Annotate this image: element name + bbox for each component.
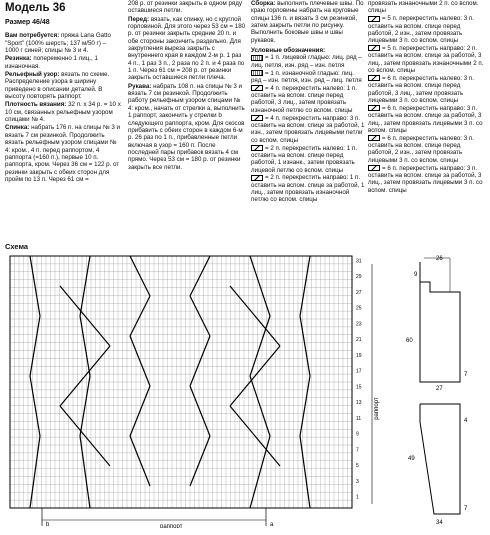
col1-heading: Спинка: [5, 124, 30, 132]
legend-symbol-icon [251, 115, 263, 121]
legend-symbol-icon [251, 55, 263, 61]
row-number: 3 [356, 478, 359, 485]
pattern-shapes [400, 252, 486, 530]
rapport-side-label: раппорт [374, 397, 380, 420]
col1-heading: Плотность вязания: [5, 101, 67, 109]
schema-title: Схема [5, 242, 29, 251]
row-number: 17 [356, 368, 362, 375]
sleeve-number-1: 4 [464, 418, 468, 424]
legend-title: Условные обозначения: [251, 47, 326, 55]
col2-heading: Перед: [128, 15, 150, 23]
row-number: 25 [356, 305, 362, 312]
legend-text: провязать изнаночными 2 п. со вспом. спицы [368, 0, 479, 15]
legend-text: = 6 п. перекрестить налево: 3 п. оставить на вспом. спице перед работой, 2 изн., затем провязать лицевыми 3 п. со вспом. спицы [368, 134, 474, 164]
legend-text: = 2 п. перекрестить налево: 1 п. оставить на вспом. спице перед работой, 1 изнанк., затем провязать лицевой петлю со вспом. спицы [251, 144, 357, 174]
legend-item [251, 54, 365, 69]
col1-paragraph [5, 32, 121, 54]
arrow-b-label: b [46, 522, 50, 528]
knitting-chart [6, 252, 394, 528]
col2-paragraph [128, 16, 246, 82]
col1-paragraph [5, 71, 121, 100]
back-number-4: 7 [464, 372, 468, 378]
legend-item [368, 75, 486, 104]
legend-item [368, 165, 486, 194]
row-number: 7 [356, 447, 359, 454]
col3-text: выполнить плечевые швы. По краю горловины набрать на круговые спицы 136 п. и вязать 3 см резинкой, затем закрыть петли по рисунку. Выполнить боковые швы и швы рукавов. [251, 0, 364, 44]
legend-text: = 6 п. перекрестить направо: 3 п. оставить на вспом. спице за работой, 3 лиц., затем провязать лицевыми 3 п. со вспом. спицы [368, 104, 483, 134]
col2-paragraph [128, 83, 246, 171]
legend-text: = 1 п. изнаночной гладью: лиц. ряд – изн. петля, изн. ряд – лиц. петля [251, 69, 362, 84]
col1-heading: Рельефный узор: [5, 71, 60, 79]
col2-heading: Рукава: [128, 82, 152, 90]
chart-grid [10, 256, 352, 508]
legend-item [368, 135, 486, 164]
back-piece [420, 258, 460, 382]
legend-item [251, 145, 365, 174]
legend-item [251, 70, 365, 85]
sleeve-number-4: 34 [436, 520, 443, 526]
legend-text: = 5 п. перекрестить направо: 2 п. оставить на вспом. спице за работой, 3 лиц., затем провязать изнаночными 2 п. со вспом. спицы [368, 45, 484, 75]
col2-text: вязать, как спинку, но с круглой горловиной. Для этого через 53 см = 180 р. от резинки закрыть средние 20 п. и обе стороны закончить раздельно. Для закругления выреза закрыть с внутреннего края в каждом 2-м р. 1 раз 4 п., 1 раз 3 п., 2 раза по 2 п. и 4 раза по 1 п. Через 61 см = 208 р. от резинки закрыть оставшиеся петли плеча. [128, 15, 246, 82]
col1-text: 32 п. х 34 р. = 10 х 10 см, связанных рельефным узором спицами № 4. [5, 101, 121, 124]
row-number: 11 [356, 415, 362, 422]
legend-text: = 4 п. перекрестить направо: 3 п. оставить на вспом. спице за работой, 1 изн., затем провязать лицевыми петли со вспом. спицы [251, 114, 365, 144]
legend-item [368, 0, 486, 15]
column-2 [128, 0, 246, 172]
legend-text: = 4 п. перекрестить налево: 1 п. оставить на вспом. спице перед работой, 3 лиц., затем провязать изнаночной петлю со вспом. спицы [251, 84, 357, 114]
sleeve-piece [420, 404, 460, 514]
legend-item [251, 115, 365, 144]
row-number: 9 [356, 431, 359, 438]
col1-text: попеременно 1 лиц., 1 изнаночная. [5, 55, 98, 70]
column-4 [368, 0, 486, 194]
row-number: 27 [356, 289, 362, 296]
col1-heading: Вам потребуется: [5, 32, 60, 40]
legend-item [368, 15, 486, 44]
legend-text: = 6 п. перекрестить налево: 3 п. оставить на вспом. спице перед работой, 3 лиц., затем провязать лицевыми 3 п. со вспом. спицы [368, 74, 474, 104]
legend-symbol-icon [251, 175, 263, 181]
col1-text: пряжа Lana Gatto "Sport" (100% шерсть; 137 м/50 г) – 1000 г синей; спицы № 3 и 4. [5, 32, 111, 55]
sleeve-number-2: 49 [408, 456, 415, 462]
col1-paragraph [5, 55, 121, 70]
row-number: 19 [356, 352, 362, 359]
size-label: Размер 46/48 [5, 19, 50, 26]
col3-heading: Сборка: [251, 0, 276, 7]
row-number: 5 [356, 463, 359, 470]
legend-symbol-icon [251, 85, 263, 91]
legend-symbol-icon [368, 16, 380, 22]
legend-symbol-icon [251, 70, 263, 76]
col3-paragraph [251, 0, 365, 44]
legend-text: = 2 п. перекрестить направо: 1 п. оставить на вспом. спице за работой, 1 лиц., затем провязать изнаночной петлю со вспом. спицы [251, 174, 365, 204]
legend-symbol-icon [368, 135, 380, 141]
sleeve-number-3: 7 [464, 506, 468, 512]
col1-paragraph [5, 101, 121, 123]
legend-text: = 1 п. лицевой гладью: лиц. ряд – лиц. петля, изн. ряд – изн. петля [251, 54, 362, 69]
row-number: 21 [356, 337, 362, 344]
legend-symbol-icon [368, 165, 380, 171]
legend-symbol-icon [368, 75, 380, 81]
back-number-5: 27 [436, 386, 443, 392]
legend-symbol-icon [368, 105, 380, 111]
legend-text: = 6 п. перекрестить направо: 3 п. оставить на вспом. спице за работой, 3 лиц., затем провязать лицевыми 3 п. со вспом. спицы [368, 164, 483, 194]
col2-text: набрать 108 п. на спицы № 3 и вязать 7 см резинкой. Продолжить работу рельефным узором спицами № 4: кром., начать от стрелки а, выполнить 1 раппорт, закончить у стрелки b следующего раппорта, кром. Для скосов прибавить с обеих сторон в каждом 6-м р. 26 раз по 1 п., прибавленные петли включая в узор = 160 п. После последней пары прибавок вязать 4 см прямо. Через 53 см = 180 р. от резинки закрыть все петли. [128, 82, 245, 171]
row-number: 29 [356, 274, 362, 281]
col1-paragraph [5, 124, 121, 183]
page-title: Модель 36 [5, 2, 66, 14]
rapport-bottom-label: раппорт [160, 524, 183, 528]
legend-item [251, 85, 365, 114]
legend-item [251, 174, 365, 203]
row-number: 1 [356, 494, 359, 501]
back-number-3: 60 [406, 338, 413, 344]
col2-paragraph [128, 0, 246, 15]
row-number: 15 [356, 384, 362, 391]
arrow-a-label: a [270, 522, 274, 528]
row-number: 23 [356, 321, 362, 328]
row-number: 13 [356, 400, 362, 407]
col2-text: 208 р. от резинки закрыть в одном ряду оставшиеся петли. [128, 0, 242, 15]
column-3 [251, 0, 365, 204]
col1-text: набрать 176 п. на спицы № 3 и вязать 7 см резинкой. Продолжить вязать рельефным узором спицами № 4: кром., 4 п. перед раппортом, 4 раппорта (=160 п.), первые 10 п. раппорта, кром. Через 36 см = 122 р. от резинки закрыть с обеих сторон для пройм по 13 п. Через 61 см = [5, 124, 120, 183]
legend-text: = 5 п. перекрестить налево: 3 п. оставить на вспом. спице перед работой, 2 изн., затем провязать лицевыми 3 п. со вспом. спицы [368, 15, 474, 45]
col1-heading: Резинка: [5, 55, 32, 63]
legend-item [368, 105, 486, 134]
row-number: 31 [356, 258, 362, 265]
legend-item [368, 45, 486, 74]
back-number-1: 9 [414, 272, 418, 278]
column-1 [5, 0, 121, 184]
legend-symbol-icon [368, 45, 380, 51]
legend-symbol-icon [251, 145, 263, 151]
back-number-2: 26 [436, 256, 443, 262]
col1-text: вязать по схеме. Распределение узора в ширину приведено в описании деталей. В высоту повторять раппорт. [5, 71, 110, 101]
